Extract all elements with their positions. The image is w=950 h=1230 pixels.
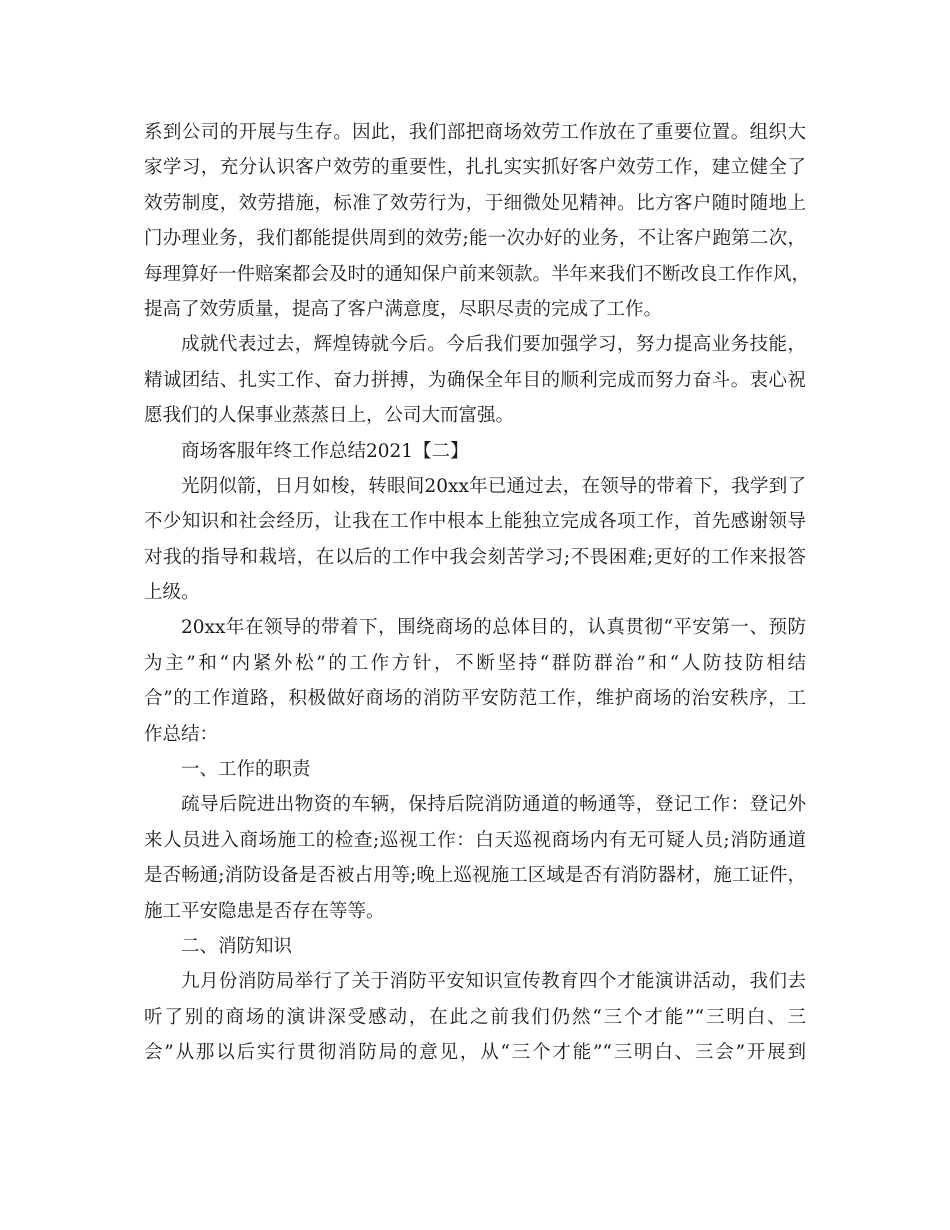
text-line: 效劳制度，效劳措施，标准了效劳行为，于细微处见精神。比方客户随时随地上 xyxy=(144,192,806,214)
text-line: 疏导后院进出物资的车辆，保持后院消防通道的畅通等，登记工作：登记外 xyxy=(181,794,806,816)
text-line: 愿我们的人保事业蒸蒸日上，公司大而富强。 xyxy=(144,405,515,427)
text-line: 成就代表过去，辉煌铸就今后。今后我们要加强学习，努力提高业务技能， xyxy=(181,334,806,356)
text-line: 为主”和“内紧外松”的工作方针，不断坚持“群防群治”和“人防技防相结 xyxy=(144,652,806,674)
text-line: 精诚团结、扎实工作、奋力拼搏，为确保全年目的顺利完成而努力奋斗。衷心祝 xyxy=(144,369,806,391)
text-line: 是否畅通;消防设备是否被占用等;晚上巡视施工区域是否有消防器材，施工证件， xyxy=(144,865,806,887)
text-line: 光阴似箭，日月如梭，转眼间20xx年已通过去，在领导的带着下，我学到了 xyxy=(181,475,806,497)
text-line: 不少知识和社会经历，让我在工作中根本上能独立完成各项工作，首先感谢领导 xyxy=(144,511,806,533)
text-line: 每理算好一件赔案都会及时的通知保户前来领款。半年来我们不断改良工作作风， xyxy=(144,263,811,285)
text-line: 九月份消防局举行了关于消防平安知识宣传教育四个才能演讲活动，我们去 xyxy=(181,971,806,993)
text-line: 家学习，充分认识客户效劳的重要性，扎扎实实抓好客户效劳工作，建立健全了 xyxy=(144,157,806,179)
text-line: 听了别的商场的演讲深受感动，在此之前我们仍然“三个才能”“三明白、三 xyxy=(144,1006,806,1028)
text-line: 一、工作的职责 xyxy=(181,759,311,781)
document-body xyxy=(144,115,811,1071)
text-line: 对我的指导和栽培，在以后的工作中我会刻苦学习;不畏困难;更好的工作来报答 xyxy=(144,546,806,568)
text-line: 施工平安隐患是否存在等等。 xyxy=(144,900,385,922)
text-line: 商场客服年终工作总结2021【二】 xyxy=(181,440,469,462)
text-line: 提高了效劳质量，提高了客户满意度，尽职尽责的完成了工作。 xyxy=(144,298,663,320)
text-line: 上级。 xyxy=(144,582,200,604)
text-line: 作总结： xyxy=(144,723,219,745)
text-line: 合”的工作道路，积极做好商场的消防平安防范工作，维护商场的治安秩序，工 xyxy=(144,688,806,710)
text-line: 来人员进入商场施工的检查;巡视工作：白天巡视商场内有无可疑人员;消防通道 xyxy=(144,829,806,851)
text-line: 20xx年在领导的带着下，围绕商场的总体目的，认真贯彻“平安第一、预防 xyxy=(181,617,806,639)
text-line: 系到公司的开展与生存。因此，我们部把商场效劳工作放在了重要位置。组织大 xyxy=(144,122,806,143)
text-line: 二、消防知识 xyxy=(181,935,293,957)
text-line: 会”从那以后实行贯彻消防局的意见，从“三个才能”“三明白、三会”开展到 xyxy=(144,1042,806,1064)
text-line: 门办理业务，我们都能提供周到的效劳;能一次办好的业务，不让客户跑第二次， xyxy=(144,228,806,250)
